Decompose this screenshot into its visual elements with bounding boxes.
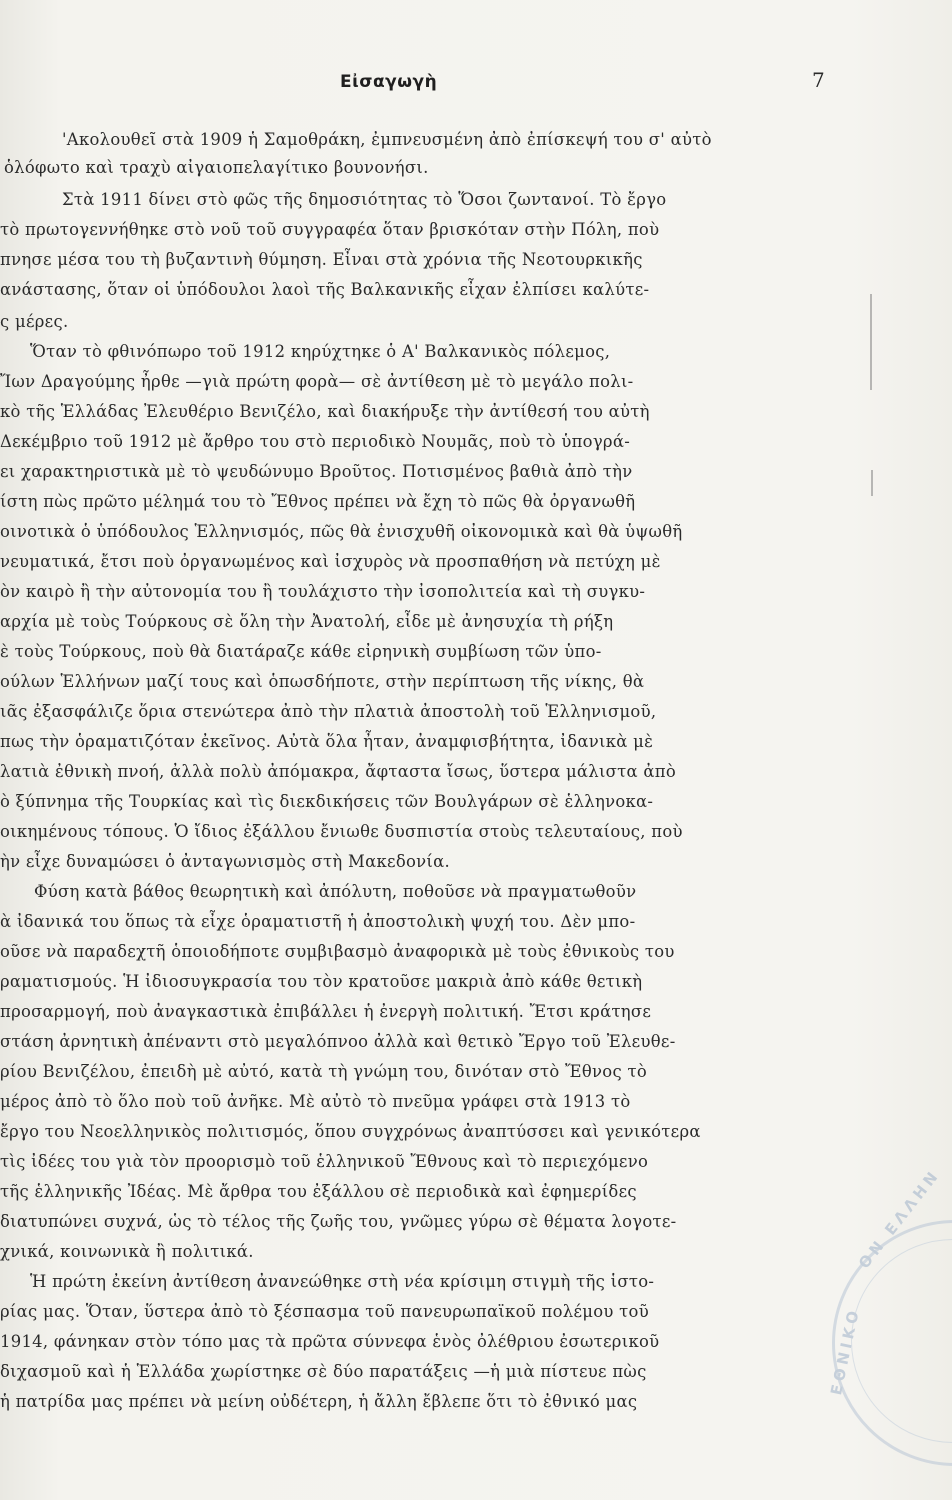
text-line: χνικά, κοινωνικὰ ἢ πολιτικά. xyxy=(0,1242,254,1261)
text-line: διατυπώνει συχνά, ὡς τὸ τέλος τῆς ζωῆς του, γνῶμες γύρω σὲ θέματα λογοτε- xyxy=(0,1212,677,1231)
text-line: ὴν εἶχε δυναμώσει ὁ ἀνταγωνισμὸς στὴ Μακεδονία. xyxy=(0,852,451,871)
stamp-text: ΕΘΝΙΚΟ xyxy=(827,1305,864,1397)
text-line: ἔργο του Νεοελληνικὸς πολιτισμός, ὅπου συγχρόνως ἀναπτύσσει καὶ γενικότερα xyxy=(0,1122,701,1141)
text-line: ει χαρακτηριστικὰ μὲ τὸ ψευδώνυμο Βροῦτος. Ποτισμένος βαθιὰ ἀπὸ τὴν xyxy=(0,462,633,481)
text-line: Ὅταν τὸ φθινόπωρο τοῦ 1912 κηρύχτηκε ὁ Α' Βαλκανικὸς πόλεμος, xyxy=(30,342,611,361)
page-title: Εἰσαγωγὴ xyxy=(340,72,438,92)
text-line: κὸ τῆς Ἑλλάδας Ἐλευθέριο Βενιζέλο, καὶ διακήρυξε τὴν ἀντίθεσή του αὐτὴ xyxy=(0,402,650,421)
text-line: ὸν καιρὸ ἢ τὴν αὐτονομία του ἢ τουλάχιστο τὴν ἰσοπολιτεία καὶ τὴ συγκυ- xyxy=(0,582,646,601)
text-line: ἡ πατρίδα μας πρέπει νὰ μείνη οὐδέτερη, ἡ ἄλλη ἔβλεπε ὅτι τὸ ἐθνικό μας xyxy=(0,1392,638,1411)
text-line: ιᾶς ἐξασφάλιζε ὅρια στενώτερα ἀπὸ τὴν πλατιὰ ἀποστολὴ τοῦ Ἑλληνισμοῦ, xyxy=(0,702,657,721)
text-line: τὸ πρωτογεννήθηκε στὸ νοῦ τοῦ συγγραφέα ὅταν βρισκόταν στὴν Πόλη, ποὺ xyxy=(0,220,660,239)
text-line: ρίας μας. Ὅταν, ὕστερα ἀπὸ τὸ ξέσπασμα τοῦ πανευρωπαϊκοῦ πολέμου τοῦ xyxy=(0,1302,649,1321)
text-line: Φύση κατὰ βάθος θεωρητικὴ καὶ ἀπόλυτη, ποθοῦσε νὰ πραγματωθοῦν xyxy=(34,882,637,901)
text-line: ὲ τοὺς Τούρκους, ποὺ θὰ διατάραζε κάθε εἰρηνικὴ συμβίωση τῶν ὑπο- xyxy=(0,642,602,661)
text-line: ς μέρες. xyxy=(0,312,69,331)
text-line: στάση ἀρνητικὴ ἀπέναντι στὸ μεγαλόπνοο ἀλλὰ καὶ θετικὸ Ἔργο τοῦ Ἐλευθε- xyxy=(0,1032,676,1051)
stamp-text: ΟΝ ΕΛΛΗΝ xyxy=(855,1165,944,1273)
text-line: οῦσε νὰ παραδεχτῆ ὁποιοδήποτε συμβιβασμὸ ἀναφορικὰ μὲ τοὺς ἐθνικοὺς του xyxy=(0,942,675,961)
text-line: ὰ ἰδανικά του ὅπως τὰ εἶχε ὁραματιστῆ ἡ ἀποστολικὴ ψυχή του. Δὲν μπο- xyxy=(0,912,636,931)
text-line: διχασμοῦ καὶ ἡ Ἑλλάδα χωρίστηκε σὲ δύο παρατάξεις —ἡ μιὰ πίστευε πὼς xyxy=(0,1362,647,1381)
text-line: ὸ ξύπνημα τῆς Τουρκίας καὶ τὶς διεκδικήσεις τῶν Βουλγάρων σὲ ἑλληνοκα- xyxy=(0,792,654,811)
text-line: 'Ακολουθεῖ στὰ 1909 ἡ Σαμοθράκη, ἐμπνευσμένη ἀπὸ ἐπίσκεψή του σ' αὐτὸ xyxy=(62,130,712,149)
text-line: λατιὰ ἐθνικὴ πνοή, ἀλλὰ πολὺ ἀπόμακρα, ἄφταστα ἴσως, ὕστερα μάλιστα ἀπὸ xyxy=(0,762,677,781)
running-head xyxy=(0,66,952,102)
text-line: Ἴων Δραγούμης ἦρθε —γιὰ πρώτη φορὰ— σὲ ἀντίθεση μὲ τὸ μεγάλο πολι- xyxy=(0,372,634,391)
text-line: Δεκέμβριο τοῦ 1912 μὲ ἄρθρο του στὸ περιοδικὸ Νουμᾶς, ποὺ τὸ ὑπογρά- xyxy=(0,432,631,451)
margin-pencil-mark xyxy=(870,294,872,390)
text-line: προσαρμογή, ποὺ ἀναγκαστικὰ ἐπιβάλλει ἡ ἐνεργὴ πολιτική. Ἔτσι κράτησε xyxy=(0,1002,652,1021)
text-line: ὁλόφωτο καὶ τραχὺ αἰγαιοπελαγίτικο βουνονήσι. xyxy=(4,158,429,177)
text-line: ούλων Ἑλλήνων μαζί τους καὶ ὁπωσδήποτε, στὴν περίπτωση τῆς νίκης, θὰ xyxy=(0,672,645,691)
text-line: πνησε μέσα του τὴ βυζαντινὴ θύμηση. Εἶναι στὰ χρόνια τῆς Νεοτουρκικῆς xyxy=(0,250,643,269)
text-line: τῆς ἑλληνικῆς Ἰδέας. Μὲ ἄρθρα του ἐξάλλου σὲ περιοδικὰ καὶ ἐφημερίδες xyxy=(0,1182,637,1201)
text-line: μέρος ἀπὸ τὸ ὅλο ποὺ τοῦ ἀνῆκε. Μὲ αὐτὸ τὸ πνεῦμα γράφει στὰ 1913 τὸ xyxy=(0,1092,631,1111)
text-line: 1914, φάνηκαν στὸν τόπο μας τὰ πρῶτα σύννεφα ἑνὸς ὀλέθριου ἐσωτερικοῦ xyxy=(0,1332,660,1351)
text-line: ρίου Βενιζέλου, ἐπειδὴ μὲ αὐτό, κατὰ τὴ γνώμη του, δινόταν στὸ Ἔθνος τὸ xyxy=(0,1062,647,1081)
text-line: ραματισμούς. Ἡ ἰδιοσυγκρασία του τὸν κρατοῦσε μακριὰ ἀπὸ κάθε θετικὴ xyxy=(0,972,643,991)
text-line: αρχία μὲ τοὺς Τούρκους σὲ ὅλη τὴν Ἀνατολή, εἶδε μὲ ἀνησυχία τὴ ρήξη xyxy=(0,612,614,631)
text-line: πως τὴν ὁραματιζόταν ἐκεῖνος. Αὐτὰ ὅλα ἦταν, ἀναμφισβήτητα, ἰδανικὰ μὲ xyxy=(0,732,654,751)
text-line: ανάστασης, ὅταν οἱ ὑπόδουλοι λαοὶ τῆς Βαλκανικῆς εἶχαν ἐλπίσει καλύτε- xyxy=(0,280,650,299)
library-stamp xyxy=(827,1165,952,1466)
text-line: τὶς ἰδέες του γιὰ τὸν προορισμὸ τοῦ ἑλληνικοῦ Ἔθνους καὶ τὸ περιεχόμενο xyxy=(0,1152,649,1171)
text-line: νευματικά, ἔτσι ποὺ ὀργανωμένος καὶ ἰσχυρὸς νὰ προσπαθήση νὰ πετύχη μὲ xyxy=(0,552,661,571)
text-line: Ἡ πρώτη ἐκείνη ἀντίθεση ἀνανεώθηκε στὴ νέα κρίσιμη στιγμὴ τῆς ἱστο- xyxy=(30,1272,655,1291)
text-line: οινοτικὰ ὁ ὑπόδουλος Ἑλληνισμός, πῶς θὰ ἐνισχυθῆ οἰκονομικὰ καὶ θὰ ὑψωθῆ xyxy=(0,522,683,541)
page-number: 7 xyxy=(812,68,825,92)
text-line: οικημένους τόπους. Ὁ ἴδιος ἐξάλλου ἔνιωθε δυσπιστία στοὺς τελευταίους, ποὺ xyxy=(0,822,683,841)
text-line: Στὰ 1911 δίνει στὸ φῶς τῆς δημοσιότητας τὸ Ὅσοι ζωντανοί. Τὸ ἔργο xyxy=(62,190,667,209)
text-line: ίστη πὼς πρῶτο μέλημά του τὸ Ἔθνος πρέπει νὰ ἔχη τὸ πῶς θὰ ὀργανωθῆ xyxy=(0,492,636,511)
margin-pencil-mark xyxy=(871,470,873,496)
